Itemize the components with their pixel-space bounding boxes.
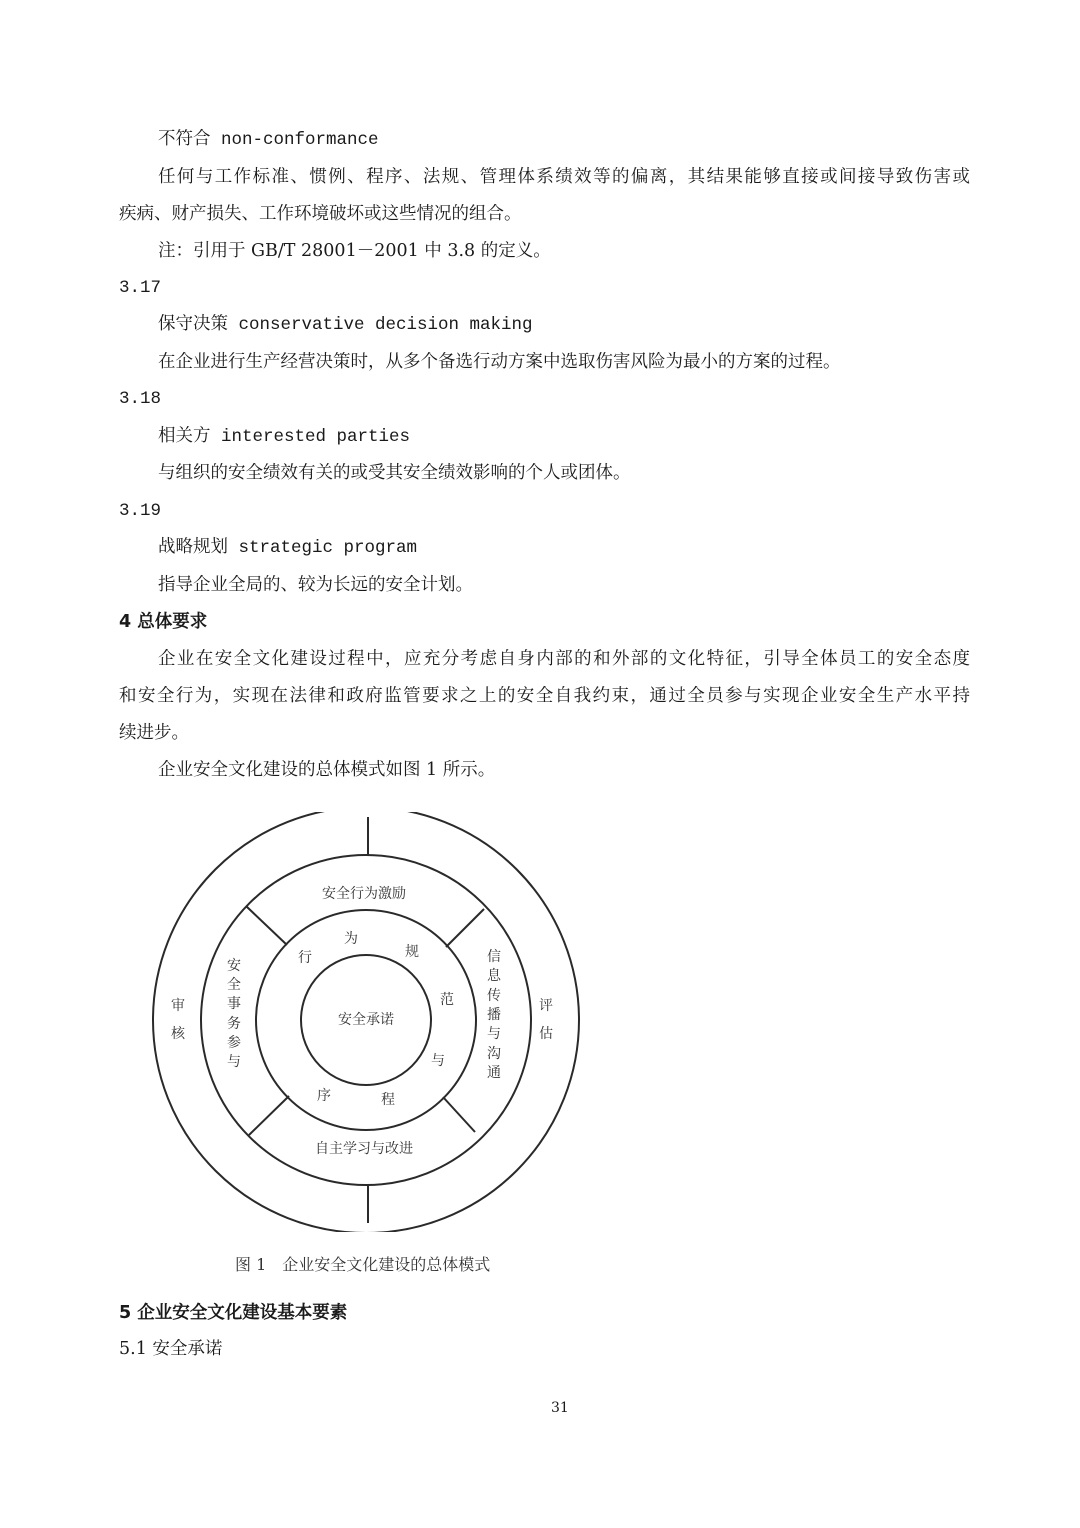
- figure-caption: 图 1 企业安全文化建设的总体模式: [235, 1255, 491, 1274]
- divider-lower-right: [443, 1097, 475, 1132]
- center-label: 安全承诺: [338, 1012, 394, 1028]
- ring-left-char: 与: [227, 1054, 241, 1070]
- ring-left-char: 安: [227, 958, 241, 974]
- ring-right-char: 息: [487, 968, 501, 984]
- outer-left-char: 审: [171, 998, 185, 1014]
- inner-ring-char: 程: [381, 1092, 395, 1108]
- divider-upper-left: [246, 906, 287, 945]
- definition-line: 指导企业全局的、较为长远的安全计划。: [158, 575, 473, 595]
- paragraph-line: 续进步。: [119, 723, 189, 743]
- ring-left-char: 全: [227, 977, 241, 993]
- ring-left-char: 务: [227, 1016, 241, 1032]
- outer-left-char: 核: [171, 1026, 185, 1042]
- safety-culture-model-diagram: [150, 812, 590, 1232]
- ring-right-char: 与: [487, 1026, 501, 1042]
- figure-reference: 企业安全文化建设的总体模式如图 1 所示。: [158, 760, 496, 780]
- page-number: 31: [551, 1400, 569, 1416]
- outer-right-char: 评: [539, 998, 553, 1014]
- term-non-conformance: 不符合 non-conformance: [158, 130, 379, 150]
- inner-ring-char: 与: [431, 1053, 445, 1069]
- divider-lower-left: [249, 1096, 289, 1135]
- ring-right-char: 通: [487, 1065, 501, 1081]
- inner-ring-char: 行: [298, 950, 312, 966]
- ring-right-char: 播: [487, 1007, 501, 1023]
- definition-line: 任何与工作标准、惯例、程序、法规、管理体系绩效等的偏离，其结果能够直接或间接导致伤害或: [158, 167, 970, 187]
- ring-label-bottom: 自主学习与改进: [315, 1141, 413, 1157]
- outer-right-char: 估: [539, 1026, 553, 1042]
- ring-label-top: 安全行为激励: [322, 886, 406, 902]
- paragraph-line: 和安全行为，实现在法律和政府监管要求之上的安全自我约束，通过全员参与实现企业安全生产水平持: [119, 686, 970, 706]
- ring-right-char: 沟: [487, 1046, 501, 1062]
- clause-number: 3.18: [119, 389, 162, 409]
- definition-line: 在企业进行生产经营决策时，从多个备选行动方案中选取伤害风险为最小的方案的过程。: [158, 352, 841, 372]
- ring-right-char: 信: [487, 949, 501, 965]
- term-strategic-program: 战略规划 strategic program: [158, 538, 418, 558]
- definition-line: 疾病、财产损失、工作环境破坏或这些情况的组合。: [119, 204, 522, 224]
- term-interested-parties: 相关方 interested parties: [158, 427, 411, 447]
- inner-ring-char: 为: [344, 931, 358, 947]
- ring-right-char: 传: [487, 988, 501, 1004]
- inner-ring-char: 序: [317, 1088, 331, 1104]
- divider-upper-right: [446, 909, 484, 947]
- inner-ring-char: 规: [405, 944, 419, 960]
- inner-ring-char: 范: [440, 992, 454, 1008]
- note: 注：引用于 GB/T 28001－2001 中 3.8 的定义。: [158, 241, 551, 261]
- section-heading: 4 总体要求: [119, 612, 208, 632]
- definition-line: 与组织的安全绩效有关的或受其安全绩效影响的个人或团体。: [158, 463, 631, 483]
- paragraph-line: 企业在安全文化建设过程中，应充分考虑自身内部的和外部的文化特征，引导全体员工的安全态度: [158, 649, 970, 669]
- clause-number: 3.17: [119, 278, 162, 298]
- section-heading: 5 企业安全文化建设基本要素: [119, 1303, 348, 1323]
- subsection-heading: 5.1 安全承诺: [119, 1339, 223, 1359]
- ring-left-char: 参: [227, 1035, 241, 1051]
- clause-number: 3.19: [119, 501, 162, 521]
- term-conservative-decision-making: 保守决策 conservative decision making: [158, 315, 533, 335]
- ring-left-char: 事: [227, 996, 241, 1012]
